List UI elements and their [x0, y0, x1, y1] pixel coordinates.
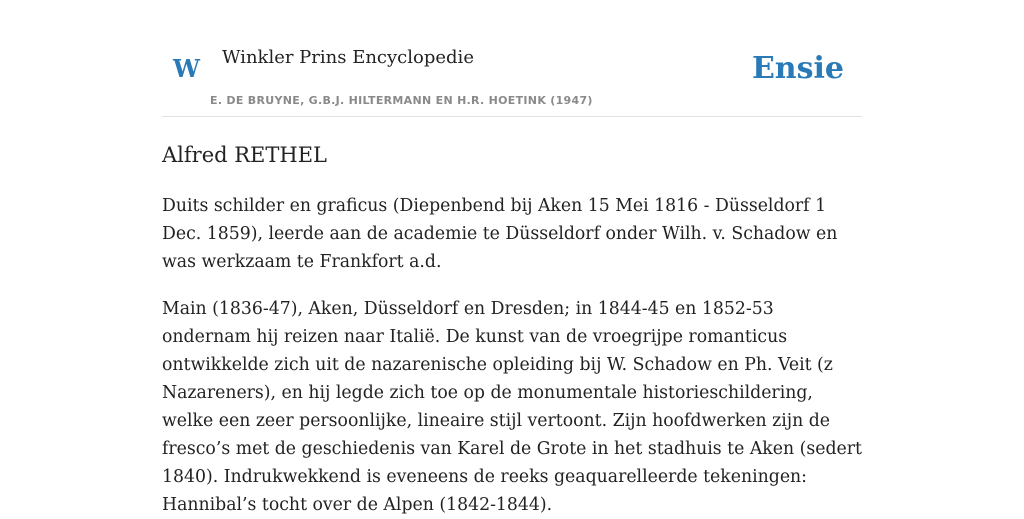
publication-title[interactable]: Winkler Prins Encyclopedie [222, 47, 474, 68]
winkler-prins-logo[interactable]: W [173, 54, 200, 83]
site-header [162, 0, 862, 117]
article-title: Alfred RETHEL [162, 143, 327, 167]
article [162, 138, 862, 519]
article-paragraph-1: Duits schilder en graficus (Diepenbend bij Aken 15 Mei 1816 - Düsseldorf 1 Dec. 1859), leerde aan de academie te Düsseldorf onder Wilh. v. Schadow en was werkzaam te Frankfort a.d. [162, 196, 838, 272]
ensie-brand-link[interactable]: Ensie [751, 51, 844, 86]
article-paragraph-2: Main (1836-47), Aken, Düsseldorf en Dresden; in 1844-45 en 1852-53 ondernam hij reizen naar Italië. De kunst van de vroegrijpe romanticus ontwikkelde zich uit de nazarenische opleiding bij W. Schadow en Ph. Veit (z Nazareners), en hij legde zich toe op de monumentale historieschildering, welke een zeer persoonlijke, lineaire stijl vertoont. Zijn hoofdwerken zijn de fresco’s met de geschiedenis van Karel de Grote in het stadhuis te Aken (sedert 1840). Indrukwekkend is eveneens de reeks geaquarelleerde tekeningen: Hannibal’s tocht over de Alpen (1842-1844). [162, 299, 862, 515]
publication-authors: E. DE BRUYNE, G.B.J. HILTERMANN EN H.R. HOETINK (1947) [210, 94, 593, 107]
